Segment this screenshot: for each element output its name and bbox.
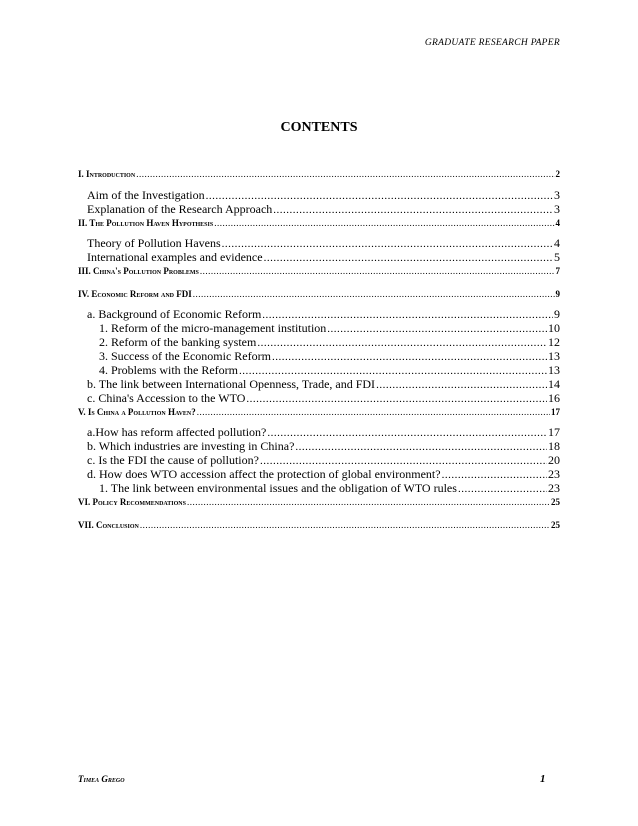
dot-leader <box>327 322 547 335</box>
toc-entry-background-reform[interactable] <box>78 307 560 321</box>
toc-entry-fdi-cause[interactable] <box>78 453 560 467</box>
dot-leader <box>193 287 555 301</box>
toc-entry-reform-pollution[interactable] <box>78 425 560 439</box>
toc-entry-page: 17 <box>551 407 560 417</box>
toc-entry-page: 20 <box>548 453 560 467</box>
toc-entry-economic-reform[interactable] <box>78 287 560 301</box>
toc-entry-page: 16 <box>548 391 560 405</box>
toc-entry-page: 12 <box>548 335 560 349</box>
toc-entry-label: 2. Reform of the banking system <box>99 335 257 349</box>
footer-page-number: 1 <box>540 773 546 785</box>
toc-entry-page: 13 <box>548 363 560 377</box>
toc-entry-label: II. The Pollution Haven Hypothesis <box>78 218 214 228</box>
page-title: CONTENTS <box>280 120 358 135</box>
toc-entry-wto-accession[interactable] <box>78 391 560 405</box>
toc-entry-page: 4 <box>555 218 560 228</box>
dot-leader <box>206 189 553 202</box>
toc-entry-industries-investing[interactable] <box>78 439 560 453</box>
toc-entry-label: 1. The link between environmental issues and the obligation of WTO rules <box>99 481 457 495</box>
toc-entry-page: 25 <box>551 520 560 530</box>
toc-entry-page: 17 <box>548 425 560 439</box>
toc-entry-label: III. China's Pollution Problems <box>78 266 199 276</box>
dot-leader <box>273 203 553 216</box>
dot-leader <box>458 482 547 495</box>
dot-leader <box>272 350 547 363</box>
dot-leader <box>222 237 553 250</box>
toc-entry-label: V. Is China a Pollution Haven? <box>78 407 196 417</box>
table-of-contents <box>78 167 560 532</box>
toc-entry-label: Theory of Pollution Havens <box>87 236 221 250</box>
toc-entry-aim[interactable] <box>78 188 560 202</box>
toc-entry-banking-system[interactable] <box>78 335 560 349</box>
toc-entry-label: b. Which industries are investing in China? <box>87 439 295 453</box>
toc-entry-page: 3 <box>554 202 560 216</box>
dot-leader <box>264 251 553 264</box>
toc-entry-page: 9 <box>555 289 560 299</box>
toc-entry-page: 7 <box>555 266 560 276</box>
toc-entry-page: 23 <box>548 467 560 481</box>
toc-entry-wto-environment[interactable] <box>78 467 560 481</box>
running-header: GRADUATE RESEARCH PAPER <box>424 38 560 48</box>
toc-entry-page: 3 <box>554 188 560 202</box>
toc-entry-page: 10 <box>548 321 560 335</box>
toc-entry-conclusion[interactable] <box>78 518 560 532</box>
toc-entry-international-examples[interactable] <box>78 250 560 264</box>
dot-leader <box>257 336 547 349</box>
toc-entry-label: a. Background of Economic Reform <box>87 307 262 321</box>
toc-entry-micro-management[interactable] <box>78 321 560 335</box>
toc-entry-label: c. Is the FDI the cause of pollution? <box>87 453 259 467</box>
toc-entry-label: International examples and evidence <box>87 250 263 264</box>
toc-entry-problems-reform[interactable] <box>78 363 560 377</box>
dot-leader <box>442 468 547 481</box>
toc-entry-environmental-wto-rules[interactable] <box>78 481 560 495</box>
dot-leader <box>376 378 547 391</box>
toc-entry-page: 9 <box>554 307 560 321</box>
toc-entry-openness-trade-fdi[interactable] <box>78 377 560 391</box>
dot-leader <box>246 392 547 405</box>
toc-entry-label: Explanation of the Research Approach <box>87 202 273 216</box>
dot-leader <box>197 405 550 419</box>
toc-entry-page: 14 <box>548 377 560 391</box>
toc-entry-label: a.How has reform affected pollution? <box>87 425 267 439</box>
toc-entry-research-approach[interactable] <box>78 202 560 216</box>
toc-entry-page: 2 <box>555 169 560 179</box>
toc-entry-page: 13 <box>548 349 560 363</box>
toc-entry-success-reform[interactable] <box>78 349 560 363</box>
toc-entry-label: Aim of the Investigation <box>87 188 205 202</box>
dot-leader <box>260 454 547 467</box>
toc-entry-label: VII. Conclusion <box>78 520 139 530</box>
toc-entry-page: 25 <box>551 497 560 507</box>
dot-leader <box>267 426 547 439</box>
toc-entry-introduction[interactable] <box>78 167 560 181</box>
toc-entry-label: c. China's Accession to the WTO <box>87 391 246 405</box>
toc-entry-page: 18 <box>548 439 560 453</box>
dot-leader <box>239 364 547 377</box>
toc-entry-label: I. Introduction <box>78 169 136 179</box>
dot-leader <box>295 440 547 453</box>
dot-leader <box>200 264 555 278</box>
footer-author: Timea Grego <box>78 774 125 784</box>
toc-entry-label: b. The link between International Openness, Trade, and FDI <box>87 377 376 391</box>
toc-entry-label: d. How does WTO accession affect the protection of global environment? <box>87 467 441 481</box>
dot-leader <box>136 167 554 181</box>
toc-entry-label: VI. Policy Recommendations <box>78 497 186 507</box>
toc-entry-theory[interactable] <box>78 236 560 250</box>
toc-entry-label: IV. Economic Reform and FDI <box>78 289 192 299</box>
dot-leader <box>262 308 553 321</box>
toc-entry-china-pollution[interactable] <box>78 264 560 278</box>
toc-entry-label: 1. Reform of the micro-management institution <box>99 321 327 335</box>
toc-entry-label: 4. Problems with the Reform <box>99 363 238 377</box>
toc-entry-policy-recommendations[interactable] <box>78 495 560 509</box>
toc-entry-page: 5 <box>554 250 560 264</box>
toc-entry-page: 4 <box>554 236 560 250</box>
dot-leader <box>187 495 550 509</box>
dot-leader <box>140 518 550 532</box>
dot-leader <box>214 216 554 230</box>
toc-entry-label: 3. Success of the Economic Reform <box>99 349 271 363</box>
toc-entry-page: 23 <box>548 481 560 495</box>
toc-entry-pollution-haven-hypothesis[interactable] <box>78 216 560 230</box>
toc-entry-china-pollution-haven[interactable] <box>78 405 560 419</box>
